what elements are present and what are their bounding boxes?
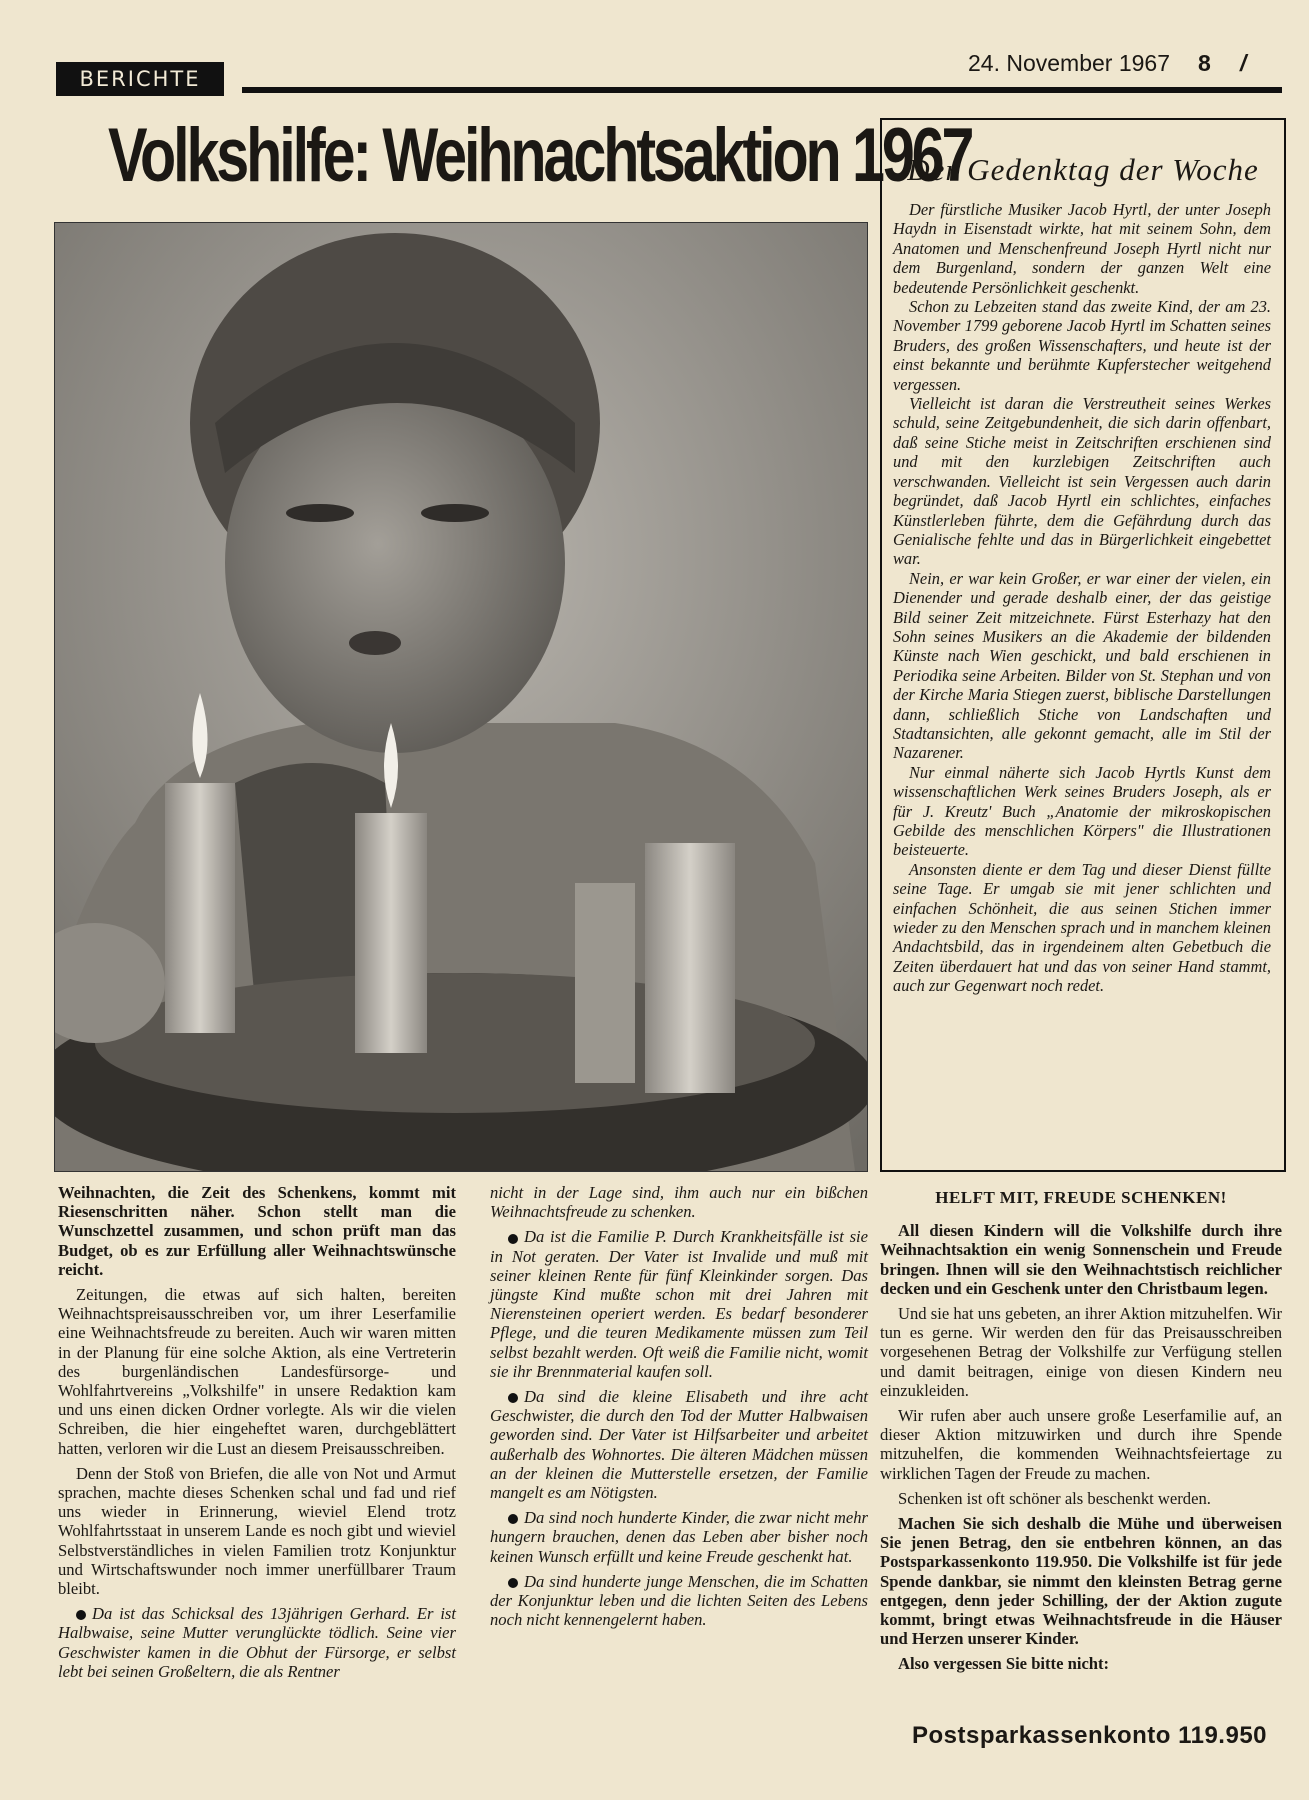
sidebar-paragraph: Vielleicht ist daran die Verstreutheit seines Werkes schuld, seine Zeitgebundenheit, die sich darin offenbart, daß seine Stiche meist in Zeitschriften erschienen sind und mit den kurzlebigen Zeitschriften auch verschwanden. Vielleicht ist sein Vergessen auch darin begründet, daß Jacob Hyrtl ein schlichtes, einfaches Künstlerleben führte, dem die Gefährdung durch das Genialische fehlte und das in Bürgerlichkeit eingebettet war. (893, 394, 1271, 569)
section-label: BERICHTE (56, 62, 224, 96)
article-bullet-paragraph (490, 1387, 868, 1502)
bullet-icon (76, 1610, 86, 1620)
sidebar-title: Der Gedenktag der Woche (907, 152, 1259, 187)
bullet-icon (508, 1514, 518, 1524)
article-bullet-paragraph (490, 1572, 868, 1630)
bullet-text: Da ist die Familie P. Durch Krankheitsfälle ist sie in Not geraten. Der Vater ist Invalide und muß mit seiner kleinen Rente für fünf Kleinkinder sorgen. Das jüngste Kind mußte schon mit drei Jahren mit Nierensteinen operiert werden. Es bedarf besonderer Pflege, und die teuren Medikamente müssen zum Teil selbst bezahlt werden. Oft weiß die Familie nicht, womit sie ihr Brennmaterial kaufen soll. (490, 1227, 868, 1381)
sidebar-paragraph: Der fürstliche Musiker Jacob Hyrtl, der unter Joseph Haydn in Eisenstadt wirkte, hat mit seinem Sohn, dem Anatomen und Menschenfreund Joseph Hyrtl nicht nur dem Burgenland, sondern der ganzen Welt eine bedeutende Persönlichkeit geschenkt. (893, 200, 1271, 297)
bullet-text: Da sind die kleine Elisabeth und ihre acht Geschwister, die durch den Tod der Mutter Halbwaisen geworden sind. Der Vater ist Hilfsarbeiter und arbeitet außerhalb des Wohnortes. Die älteren Mädchen müssen an der kleinen die Mutterstelle ersetzen, der Familie mangelt es am Nötigsten. (490, 1387, 868, 1503)
bullet-icon (508, 1234, 518, 1244)
bullet-text: Da ist das Schicksal des 13jährigen Gerhard. Er ist Halbwaise, seine Mutter verunglückte tödlich. Seine vier Geschwister kamen in die Obhut der Fürsorge, er selbst lebt bei seinen Großeltern, die als Rentner (58, 1604, 456, 1681)
article-paragraph: Denn der Stoß von Briefen, die alle von Not und Armut sprachen, machte dieses Schenken schal und fad und rief uns wieder in Erinnerung, wieviel Elend trotz Wohlfahrtsstaat in unserem Lande es noch gibt und wieviel Selbstverständliches in vielen Familien trotz Konjunktur und Wirtschaftswunder noch immer unerfüllbarer Traum bleibt. (58, 1463, 456, 1599)
bullet-text: Da sind noch hunderte Kinder, die zwar nicht mehr hungern brauchen, denen das Leben aber bisher noch keinen Wunsch erfüllt und keine Freude geschenkt hat. (490, 1508, 868, 1566)
page-number: 8 (1198, 50, 1211, 76)
appeal-paragraph: Also vergessen Sie bitte nicht: (898, 1654, 1110, 1674)
article-column-2 (490, 1183, 868, 1635)
bullet-icon (508, 1578, 518, 1588)
article-photo (54, 222, 868, 1172)
appeal-paragraph: Machen Sie sich deshalb die Mühe und überweisen Sie jenen Betrag, den sie entbehren können, an das Postsparkassenkonto 119.950. Die Volkshilfe ist für jede Spende dankbar, sie nimmt den kleinsten Betrag gerne entgegen, denn jeder Schilling, der der Aktion zugute kommt, bringt etwas Weihnachtsfreude in die Häuser und Herzen unserer Kinder. (880, 1514, 1282, 1649)
article-paragraph: nicht in der Lage sind, ihm auch nur ein bißchen Weihnachtsfreude zu schenken. (490, 1183, 868, 1222)
sidebar-body (893, 200, 1271, 996)
header-marker: / (1240, 50, 1247, 76)
bank-account-line: Postsparkassenkonto 119.950 (912, 1722, 1268, 1749)
article-bullet-paragraph (490, 1227, 868, 1381)
bullet-text: Da sind hunderte junge Menschen, die im Schatten der Konjunktur leben und die lichten Seiten des Lebens noch nicht kennengelernt haben. (490, 1571, 868, 1630)
appeal-paragraph: Und sie hat uns gebeten, an ihrer Aktion mitzuhelfen. Wir tun es gerne. Wir werden den für das Preisausschreiben vorgesehenen Betrag der Volkshilfe zur Verfügung stellen und damit beitragen, einige von diesen Kindern neu einzukleiden. (880, 1304, 1282, 1400)
article-bullet-paragraph (490, 1508, 868, 1566)
appeal-paragraph: Wir rufen aber auch unsere große Leserfamilie auf, an dieser Aktion mitzuwirken und durch ihre Spende mitzuhelfen, die kommenden Weihnachtsfeiertage zu wirklichen Tagen der Freude zu machen. (880, 1406, 1282, 1483)
article-headline: Volkshilfe: Weihnachtsaktion 1967 (108, 113, 972, 198)
sidebar-paragraph: Schon zu Lebzeiten stand das zweite Kind, der am 23. November 1799 geborene Jacob Hyrtl im Schatten seines Bruders, des großen Wissenschafters, und heute ist der einst bekannte und berühmte Kupferstecher weitgehend vergessen. (893, 297, 1271, 394)
issue-date: 24. November 1967 (968, 50, 1171, 76)
header-rule (242, 87, 1282, 93)
appeal-heading: HELFT MIT, FREUDE SCHENKEN! (935, 1188, 1227, 1207)
sidebar-paragraph: Nein, er war kein Großer, er war einer der vielen, ein Dienender und gerade deshalb einer, der das geistige Bild seiner Zeit mitzeichnete. Fürst Esterhazy hat den Sohn seines Musikers an die Akademie der bildenden Künste nach Wien geschickt, und bald erschienen in Periodika seine Arbeiten. Bilder von St. Stephan und von der Kirche Maria Stiegen zuerst, biblische Darstellungen dann, schließlich Stiche von Landschaften und Stadtansichten, alle gekonnt gemacht, alle im Stil der Nazarener. (893, 568, 1271, 763)
appeal-paragraph: Schenken ist oft schöner als beschenkt werden. (898, 1488, 1211, 1508)
article-paragraph: Zeitungen, die etwas auf sich halten, bereiten Weihnachtspreisausschreiben vor, um ihrer Leserfamilie eine Weihnachtsfreude zu bereiten. Auch wir waren mitten in der Planung für eine solche Aktion, als eine Vertreterin des burgenländischen Landesfürsorge- und Wohlfahrtvereins „Volkshilfe" in unsere Redaktion kam und uns einen dicken Ordner vorlegte. Als wir die vielen Schreiben, die hier eingeheftet waren, durchgeblättert hatten, verloren wir die Lust an diesem Preisausschreiben. (58, 1285, 456, 1458)
article-bullet-paragraph (58, 1604, 456, 1681)
article-column-1 (58, 1183, 456, 1687)
bullet-icon (508, 1393, 518, 1403)
article-lead: Weihnachten, die Zeit des Schenkens, kommt mit Riesenschritten näher. Schon stellt man die Wunschzettel zusammen, und schon prüft man das Budget, ob es zur Erfüllung aller Weihnachtswünsche reicht. (58, 1183, 456, 1279)
child-with-advent-wreath-illustration (55, 223, 867, 1171)
article-column-3 (880, 1188, 1282, 1680)
sidebar-paragraph: Nur einmal näherte sich Jacob Hyrtls Kunst dem wissenschaftlichen Werk seines Bruders Joseph, als er für J. Kreutz' Buch „Anatomie der mikroskopischen Gebilde des menschlichen Körpers" die Illustrationen beisteuerte. (893, 762, 1271, 860)
sidebar-paragraph: Ansonsten diente er dem Tag und dieser Dienst füllte seine Tage. Er umgab sie mit jener schlichten und einfachen Schönheit, die aus seinen Stichen immer wieder zu den Menschen sprach und in manchem kleinen Andachtsbild, das in irgendeinem alten Gebetbuch die Zeiten überdauert hat und das von seiner Hand stammt, auch zur Gegenwart noch redet. (893, 859, 1271, 996)
appeal-paragraph: All diesen Kindern will die Volkshilfe durch ihre Weihnachtsaktion ein wenig Sonnenschein und Freude bringen. Ihnen will sie den Weihnachtstisch reichlicher decken und ein Geschenk unter den Christbaum legen. (880, 1221, 1282, 1298)
